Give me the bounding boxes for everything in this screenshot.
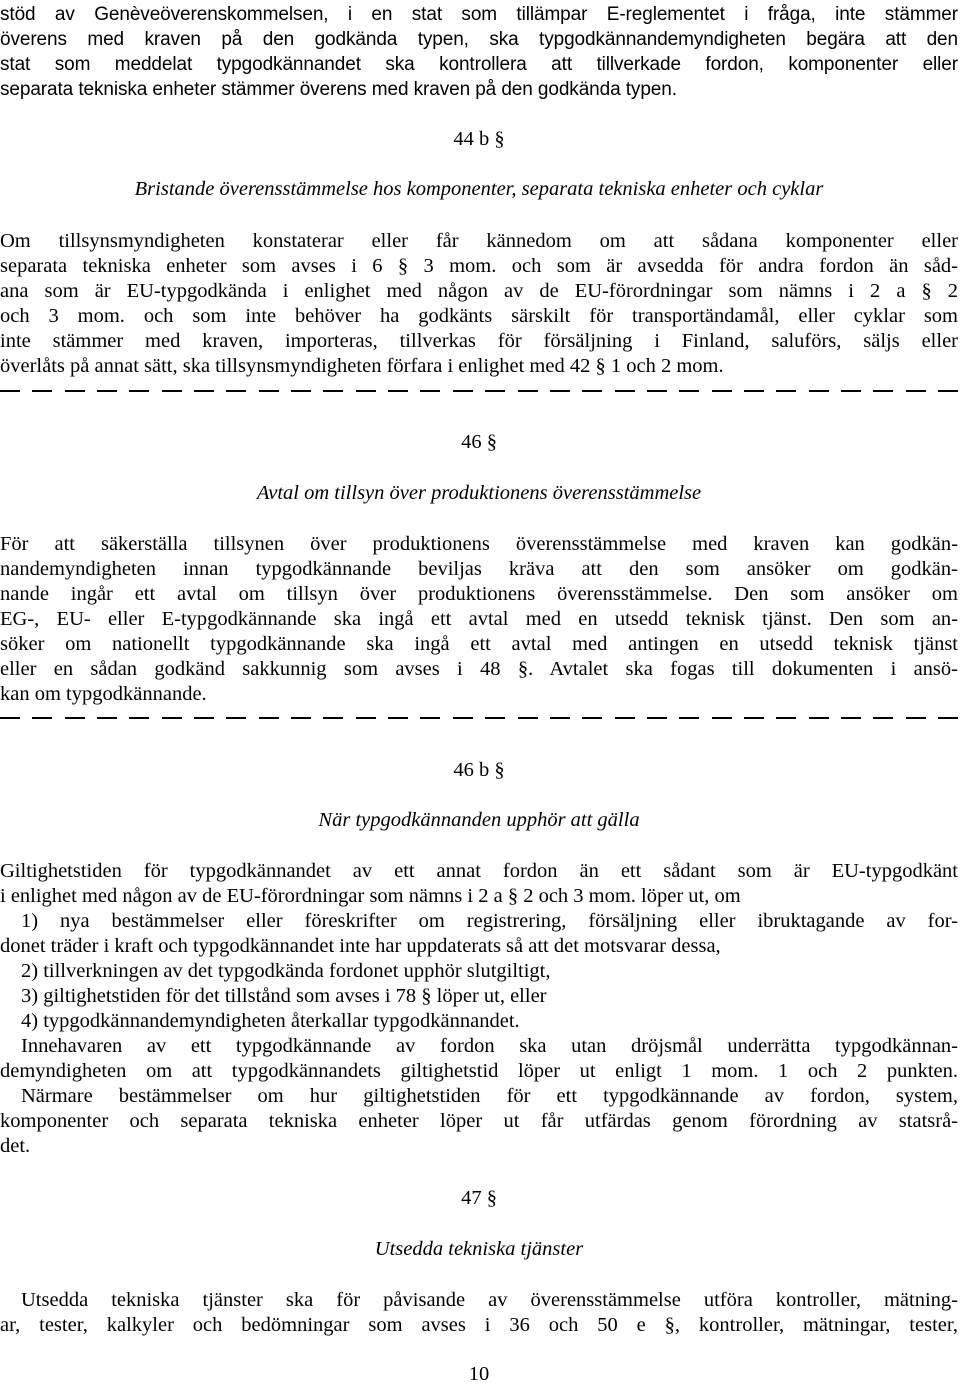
paragraph-line: Utsedda tekniska tjänster ska för påvisande av överensstämmelse utföra kontroller, mätning- xyxy=(21,1289,958,1311)
paragraph-line: eller en sådan godkänd sakkunnig som avses i 48 §. Avtalet ska fogas till dokumenten i ansö- xyxy=(0,658,958,680)
section-heading-46b: 46 b § xyxy=(453,759,505,781)
paragraph-line: För att säkerställa tillsynen över produktionens överensstämmelse med kraven kan godkän- xyxy=(0,533,958,555)
paragraph-line: i enlighet med någon av de EU-förordningar som nämns i 2 a § 2 och 3 mom. löper ut, om xyxy=(0,885,741,907)
paragraph-line: ana som är EU-typgodkända i enlighet med någon av de EU-förordningar som nämns i 2 a § 2 xyxy=(0,280,958,302)
section-title-46: Avtal om tillsyn över produktionens överensstämmelse xyxy=(256,482,702,504)
section-heading-46: 46 § xyxy=(461,431,497,453)
page-number: 10 xyxy=(468,1363,490,1385)
paragraph-line: ar, tester, kalkyler och bedömningar som avses i 36 och 50 e §, kontroller, mätningar, tester, xyxy=(0,1314,958,1336)
paragraph-line: Om tillsynsmyndigheten konstaterar eller får kännedom om att sådana komponenter eller xyxy=(0,230,958,252)
section-title-47: Utsedda tekniska tjänster xyxy=(374,1238,584,1260)
paragraph-line: nande ingår ett avtal om tillsyn över produktionens överensstämmelse. Den som ansöker om xyxy=(0,583,958,605)
paragraph-line: nandemyndigheten innan typgodkännande beviljas kräva att den som ansöker om godkän- xyxy=(0,558,958,580)
list-item-line: 4) typgodkännandemyndigheten återkallar typgodkännandet. xyxy=(21,1010,520,1032)
paragraph-line: komponenter och separata tekniska enheter löper ut får utfärdas genom förordning av statsrå- xyxy=(0,1110,958,1132)
list-item-line: 2) tillverkningen av det typgodkända fordonet upphör slutgiltigt, xyxy=(21,960,551,982)
list-item-line: 3) giltighetstiden för det tillstånd som avses i 78 § löper ut, eller xyxy=(21,985,547,1007)
paragraph-line: och 3 mom. och som inte behöver ha godkänts särskilt för transportändamål, eller cyklar som xyxy=(0,305,958,327)
paragraph-line: separata tekniska enheter som avses i 6 § 3 mom. och som är avsedda för andra fordon än såd- xyxy=(0,255,958,277)
paragraph-line: söker om nationellt typgodkännande ska ingå ett avtal med antingen en utsedd teknisk tjänst xyxy=(0,633,958,655)
intro-line: separata tekniska enheter stämmer överens med kraven på den godkända typen. xyxy=(0,79,677,100)
paragraph-line: inte stämmer med kraven, importeras, tillverkas för försäljning i Finland, saluförs, säljs eller xyxy=(0,330,958,352)
paragraph-line: det. xyxy=(0,1135,31,1157)
paragraph-line: Innehavaren av ett typgodkännande av fordon ska utan dröjsmål underrätta typgodkännan- xyxy=(21,1035,958,1057)
omission-divider xyxy=(0,707,958,729)
intro-line: stöd av Genèveöverenskommelsen, i en stat som tillämpar E-reglementet i fråga, inte stämmer xyxy=(0,4,958,25)
section-title-44b: Bristande överensstämmelse hos komponenter, separata tekniska enheter och cyklar xyxy=(134,178,824,200)
paragraph-line: Giltighetstiden för typgodkännandet av ett annat fordon än ett sådant som är EU-typgodkänt xyxy=(0,860,958,882)
section-heading-44b: 44 b § xyxy=(453,128,505,150)
paragraph-line: EG-, EU- eller E-typgodkännande ska ingå ett avtal med en utsedd teknisk tjänst. Den som an- xyxy=(0,608,958,630)
intro-line: stat som meddelat typgodkännandet ska kontrollera att tillverkade fordon, komponenter eller xyxy=(0,54,958,75)
paragraph-line: överlåts på annat sätt, ska tillsynsmyndigheten förfara i enlighet med 42 § 1 och 2 mom. xyxy=(0,355,724,377)
section-title-46b: När typgodkännanden upphör att gälla xyxy=(318,809,640,831)
paragraph-line: demyndigheten om att typgodkännandets giltighetstid löper ut enligt 1 mom. 1 och 2 punkten. xyxy=(0,1060,958,1082)
list-item-line: 1) nya bestämmelser eller föreskrifter om registrering, försäljning eller ibruktagande av for- xyxy=(21,910,958,932)
omission-divider xyxy=(0,380,958,402)
list-item-line: donet träder i kraft och typgodkännandet inte har uppdaterats så att det motsvarar dessa, xyxy=(0,935,721,957)
section-heading-47: 47 § xyxy=(461,1187,497,1209)
intro-line: överens med kraven på den godkända typen, ska typgodkännandemyndigheten begära att den xyxy=(0,29,958,50)
paragraph-line: kan om typgodkännande. xyxy=(0,683,207,705)
paragraph-line: Närmare bestämmelser om hur giltighetstiden för ett typgodkännande av fordon, system, xyxy=(21,1085,958,1107)
